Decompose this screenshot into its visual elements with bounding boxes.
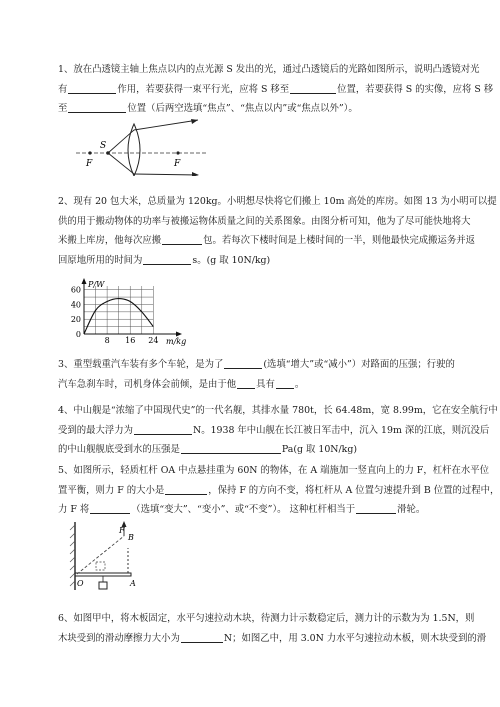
weight-raised-dashed	[96, 562, 105, 570]
q1-blank-3[interactable]	[68, 101, 126, 113]
label-s: S	[100, 141, 107, 151]
power-mass-chart	[62, 278, 192, 348]
question-5	[58, 461, 500, 520]
q2-blank-2[interactable]	[143, 253, 191, 265]
lever-raised-position	[77, 536, 124, 574]
q1-line-3: 至 位置（后两空选填“焦点”、“焦点以内”或“焦点以外”）。	[58, 103, 358, 114]
q4-blank-1[interactable]	[134, 423, 192, 435]
q5-blank-3[interactable]	[356, 502, 396, 514]
label-f-left: F	[86, 159, 93, 169]
label-f: F	[119, 526, 125, 535]
chart-y-tick-label: 40	[70, 300, 81, 310]
weight-block	[99, 582, 107, 589]
q1-blank-2[interactable]	[290, 82, 336, 94]
lever-horizontal	[75, 573, 131, 576]
label-a: A	[130, 579, 136, 588]
q5-blank-1[interactable]	[165, 483, 207, 495]
q3-line-1: 3、重型载重汽车装有多个车轮，是为了 (选填“增大”或“减小”）对路面的压强；行驶的	[58, 359, 455, 370]
q5-blank-2[interactable]	[90, 502, 130, 514]
light-ray-lower-out	[134, 174, 198, 175]
q3-line-2: 汽车急刹车时，司机身体会前倾，是由于他 具有 。	[58, 378, 305, 390]
question-2	[58, 192, 497, 270]
q4-line-2: 受到的最大浮力为 N。1938 年中山舰在长江被日军击中，沉入 19m 深的江底，则沉没后	[58, 424, 490, 436]
lens-figure	[70, 118, 210, 176]
chart-x-arrow-icon	[176, 332, 182, 337]
q5-line-3: 力 F 将 （选填“变大”、“变小”、或“不变”）。 这种杠杆相当于 滑轮。	[58, 504, 426, 515]
q6-blank-1[interactable]	[181, 631, 223, 643]
label-o: O	[77, 579, 84, 588]
question-4	[58, 401, 498, 460]
question-6	[58, 609, 487, 648]
q2-line-4: 回原地所用的时间为 s。(g 取 10N/kg)	[58, 254, 271, 266]
chart-x-tick-label: 24	[148, 336, 159, 345]
chart-y-tick-label: 0	[75, 330, 81, 339]
focus-right-point	[176, 151, 179, 154]
q3-blank-1[interactable]	[224, 357, 262, 369]
q2-blank-1[interactable]	[162, 233, 202, 245]
q6-line-2: 木块受到的滑动摩擦力大小为 N；如图乙中，用 3.0N 力水平匀速拉动木板，则木块受到的滑	[58, 632, 487, 644]
chart-y-arrow-icon	[82, 278, 87, 284]
chart-x-tick-label: 8	[104, 336, 110, 345]
q1-line-1: 1、放在凸透镜主轴上焦点以内的点光源 S 发出的光，通过凸透镜后的光路如图所示，说明凸透镜对光	[58, 64, 480, 75]
chart-xlabel: m/kg	[166, 337, 187, 346]
chart-y-tick-label: 60	[70, 285, 81, 295]
lever-figure	[68, 520, 148, 592]
q4-line-1: 4、中山舰是“浓缩了中国现代史”的一代名舰，其排水量 780t，长 64.48m，宽 8.99m，它在安全航行中	[58, 405, 498, 416]
chart-x-tick-label: 16	[125, 336, 136, 345]
q2-line-2: 供的用于搬动物体的功率与被搬运物体质量之间的关系图象。由图分析可知，他为了尽可能快地将大	[58, 215, 471, 227]
light-ray-upper-out	[134, 120, 198, 130]
q4-line-3: 的中山舰舰底受到水的压强是 Pa(g 取 10N/kg)	[58, 444, 357, 455]
label-f-right: F	[174, 159, 181, 169]
q6-line-1: 6、如图甲中，将木板固定，水平匀速拉动木块，待测力计示数稳定后，测力计的示数为为 1.5N，则	[58, 613, 475, 624]
wall-hatching	[70, 525, 75, 586]
q1-line-2: 有 作用，若要获得一束平行光，应将 S 移至 位置，若要获得 S 的实像，应将 S 移	[58, 83, 494, 95]
q2-line-3: 米搬上库房，他每次应搬 包。若每次下楼时间是上楼时间的一半，则他最快完成搬运务并返	[58, 235, 476, 246]
q5-line-1: 5、如图所示，轻质杠杆 OA 中点悬挂重为 60N 的物体，在 A 端施加一竖直向上的力 F，杠杆在水平位	[58, 465, 489, 476]
focus-left-point	[88, 151, 91, 154]
q3-blank-2[interactable]	[237, 377, 255, 389]
q1-blank-1[interactable]	[68, 82, 116, 94]
chart-grid	[84, 286, 153, 334]
q4-blank-2[interactable]	[181, 442, 281, 454]
q5-line-2: 置平衡，则力 F 的大小是 ，保持 F 的方向不变，将杠杆从 A 位置匀速提升到 B 位置的过程中，	[58, 484, 500, 496]
label-b: B	[128, 533, 134, 542]
q3-blank-3[interactable]	[276, 377, 294, 389]
question-3	[58, 355, 466, 394]
light-ray-upper-in	[108, 130, 134, 153]
question-1	[58, 60, 494, 119]
chart-y-tick-label: 20	[70, 315, 81, 325]
chart-ylabel: P/W	[88, 280, 105, 289]
light-source-point	[106, 151, 110, 155]
convex-lens	[128, 124, 140, 176]
q2-line-1: 2、现有 20 包大米，总质量为 120kg。小明想尽快将它们搬上 10m 高处的库房。如图 13 为小明可以提	[58, 196, 497, 207]
